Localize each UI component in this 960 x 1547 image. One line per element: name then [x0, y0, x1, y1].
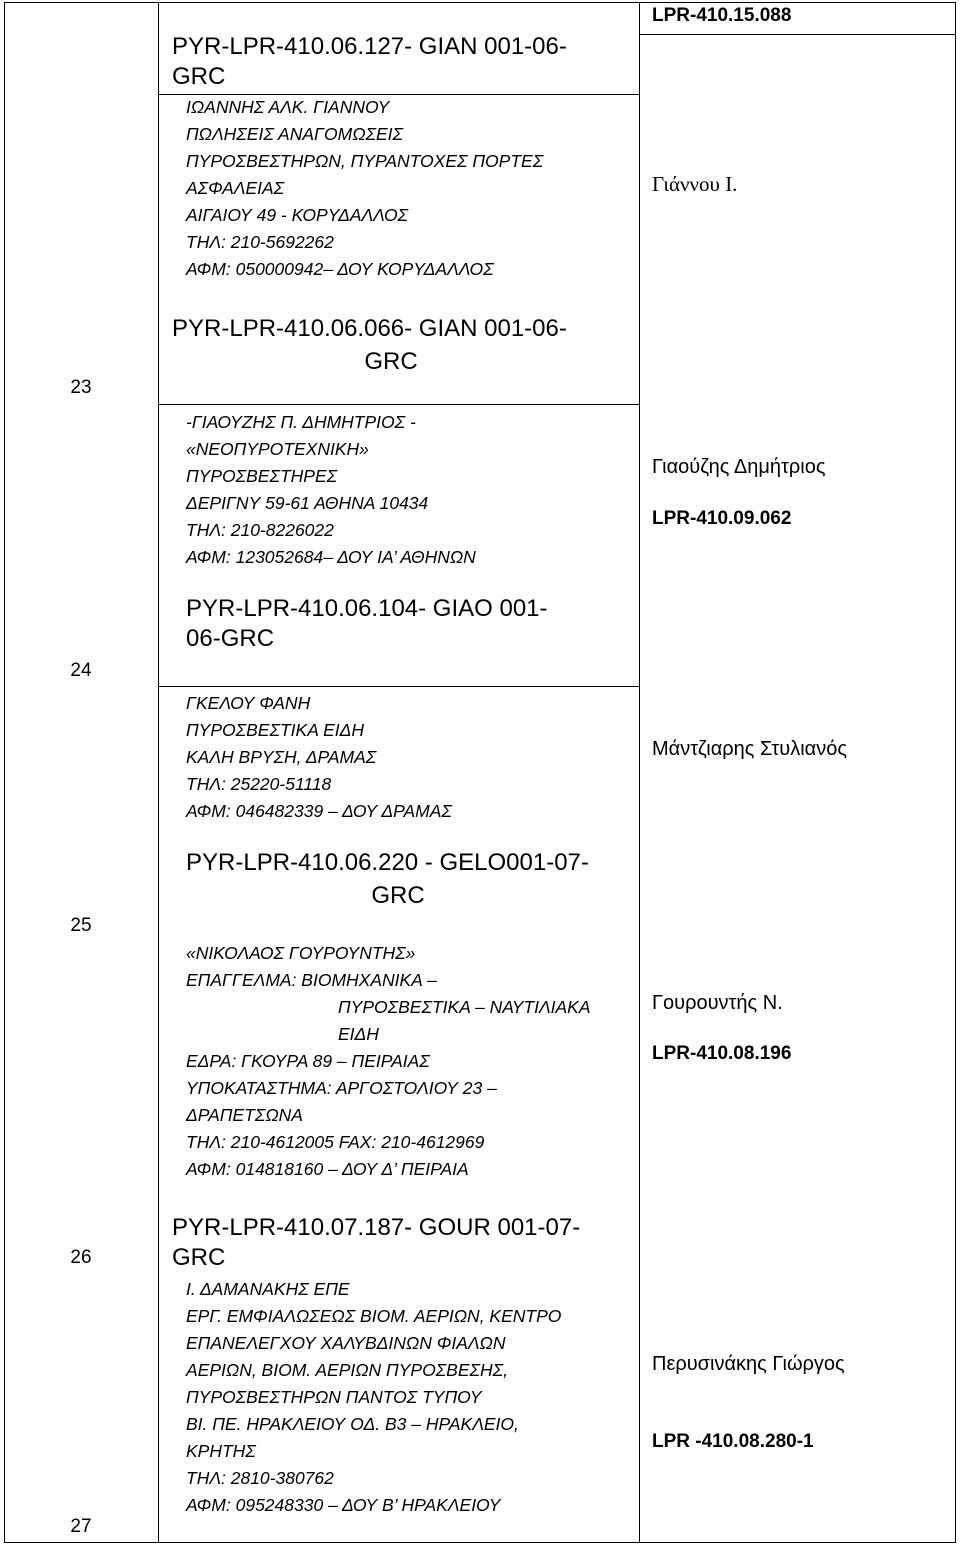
detail-line: ΤΗΛ: 210-8226022 [186, 520, 334, 540]
company-details [186, 940, 591, 1183]
detail-line: ΕΡΓ. ΕΜΦΙΑΛΩΣΕΩΣ ΒΙΟΜ. ΑΕΡΙΩΝ, ΚΕΝΤΡΟ [186, 1306, 562, 1326]
detail-line: ΑΦΜ: 014818160 – ΔΟΥ Δ’ ΠΕΙΡΑΙΑ [186, 1159, 469, 1179]
detail-line: ΔΡΑΠΕΤΣΩΝΑ [186, 1105, 303, 1125]
company-details [186, 690, 452, 825]
code-line: PYR-LPR-410.06.104- GIAO 001- [186, 595, 548, 622]
detail-line: ΑΦΜ: 095248330 – ΔΟΥ Β’ ΗΡΑΚΛΕΙΟΥ [186, 1495, 501, 1515]
inspector-name: Μάντζιαρης Στυλιανός [652, 738, 848, 760]
cell-divider [639, 34, 956, 35]
product-code [172, 1213, 580, 1273]
detail-line: ΤΗΛ: 2810-380762 [186, 1468, 334, 1488]
detail-line: ΕΠΑΓΓΕΛΜΑ: ΒΙΟΜΗΧΑΝΙΚΑ – [186, 970, 437, 990]
company-details [186, 1276, 561, 1519]
detail-line: ΤΗΛ: 210-4612005 FAX: 210-4612969 [186, 1132, 485, 1152]
inspector-name: Γουρουντής Ν. [652, 992, 783, 1014]
lpr-number: LPR -410.08.280-1 [652, 1431, 814, 1452]
code-line: GRC [371, 882, 425, 909]
detail-line: ΒΙ. ΠΕ. ΗΡΑΚΛΕΙΟΥ ΟΔ. Β3 – ΗΡΑΚΛΕΙΟ, [186, 1414, 519, 1434]
detail-line: -ΓΙΑΟΥΖΗΣ Π. ΔΗΜΗΤΡΙΟΣ - [186, 412, 416, 432]
detail-line: ΠΩΛΗΣΕΙΣ ΑΝΑΓΟΜΩΣΕΙΣ [186, 124, 404, 144]
detail-line: ΠΥΡΟΣΒΕΣΤΗΡΩΝ, ΠΥΡΑΝΤΟΧΕΣ ΠΟΡΤΕΣ [186, 151, 544, 171]
detail-line: ΓΚΕΛΟΥ ΦΑΝΗ [186, 693, 311, 713]
product-code [186, 848, 640, 911]
lpr-number: LPR-410.09.062 [652, 508, 792, 529]
column-divider [158, 2, 159, 1543]
lpr-number: LPR-410.08.196 [652, 1043, 792, 1064]
product-code [172, 32, 567, 92]
detail-line: ΑΣΦΑΛΕΙΑΣ [186, 178, 285, 198]
detail-line: ΤΗΛ: 210-5692262 [186, 232, 334, 252]
detail-line: ΤΗΛ: 25220-51118 [186, 774, 332, 794]
detail-line: ΠΥΡΟΣΒΕΣΤΙΚΑ – ΝΑΥΤΙΛΙΑΚΑ [338, 997, 591, 1017]
detail-line: «ΝΕΟΠΥΡΟΤΕΧΝΙΚΗ» [186, 439, 369, 459]
company-details [186, 94, 543, 283]
row-number: 25 [70, 915, 92, 936]
detail-line: ΠΥΡΟΣΒΕΣΤΙΚΑ ΕΙΔΗ [186, 720, 364, 740]
company-details [186, 409, 476, 571]
cell-divider [158, 686, 639, 687]
detail-line: ΑΕΡΙΩΝ, ΒΙΟΜ. ΑΕΡΙΩΝ ΠΥΡΟΣΒΕΣΗΣ, [186, 1360, 509, 1380]
detail-line: ΑΦΜ: 046482339 – ΔΟΥ ΔΡΑΜΑΣ [186, 801, 452, 821]
detail-line: ΠΥΡΟΣΒΕΣΤΗΡΕΣ [186, 466, 338, 486]
detail-line: ΑΦΜ: 123052684– ΔΟΥ ΙΑ’ ΑΘΗΝΩΝ [186, 547, 476, 567]
lpr-number: LPR-410.15.088 [652, 5, 792, 26]
detail-line: «ΝΙΚΟΛΑΟΣ ΓΟΥΡΟΥΝΤΗΣ» [186, 943, 416, 963]
code-line: GRC [172, 63, 226, 90]
row-number: 26 [70, 1247, 92, 1268]
code-line: 06-GRC [186, 625, 275, 652]
inspector-name: Περυσινάκης Γιώργος [652, 1353, 845, 1375]
code-line: PYR-LPR-410.06.220 - GELO001-07- [186, 849, 589, 876]
inspector-name: Γιαούζης Δημήτριος [652, 456, 826, 478]
code-line: GRC [172, 1244, 226, 1271]
detail-line: ΙΩΑΝΝΗΣ ΑΛΚ. ΓΙΑΝΝΟΥ [186, 97, 390, 117]
detail-line: ΕΙΔΗ [338, 1024, 379, 1044]
detail-line: ΥΠΟΚΑΤΑΣΤΗΜΑ: ΑΡΓΟΣΤΟΛΙΟΥ 23 – [186, 1078, 497, 1098]
row-number: 23 [70, 377, 92, 398]
row-number: 27 [70, 1516, 92, 1537]
detail-line: ΚΡΗΤΗΣ [186, 1441, 256, 1461]
product-code [172, 314, 640, 377]
column-divider [639, 2, 640, 1543]
inspector-name: Γιάννου Ι. [652, 172, 738, 196]
row-number: 24 [70, 660, 92, 681]
detail-line: ΔΕΡΙΓΝΥ 59-61 ΑΘΗΝΑ 10434 [186, 493, 429, 513]
code-line: PYR-LPR-410.06.127- GIAN 001-06- [172, 33, 567, 60]
code-line: PYR-LPR-410.06.066- GIAN 001-06- [172, 315, 567, 342]
product-code [186, 594, 548, 654]
detail-line: ΕΔΡΑ: ΓΚΟΥΡΑ 89 – ΠΕΙΡΑΙΑΣ [186, 1051, 430, 1071]
code-line: PYR-LPR-410.07.187- GOUR 001-07- [172, 1214, 581, 1241]
cell-divider [158, 404, 639, 405]
detail-line: ΠΥΡΟΣΒΕΣΤΗΡΩΝ ΠΑΝΤΟΣ ΤΥΠΟΥ [186, 1387, 482, 1407]
detail-line: ΚΑΛΗ ΒΡΥΣΗ, ΔΡΑΜΑΣ [186, 747, 377, 767]
code-line: GRC [364, 348, 418, 375]
detail-line: ΕΠΑΝΕΛΕΓΧΟΥ ΧΑΛΥΒΔΙΝΩΝ ΦΙΑΛΩΝ [186, 1333, 506, 1353]
detail-line: ΑΦΜ: 050000942– ΔΟΥ ΚΟΡΥΔΑΛΛΟΣ [186, 259, 494, 279]
detail-line: Ι. ΔΑΜΑΝΑΚΗΣ ΕΠΕ [186, 1279, 350, 1299]
detail-line: ΑΙΓΑΙΟΥ 49 - ΚΟΡΥΔΑΛΛΟΣ [186, 205, 409, 225]
